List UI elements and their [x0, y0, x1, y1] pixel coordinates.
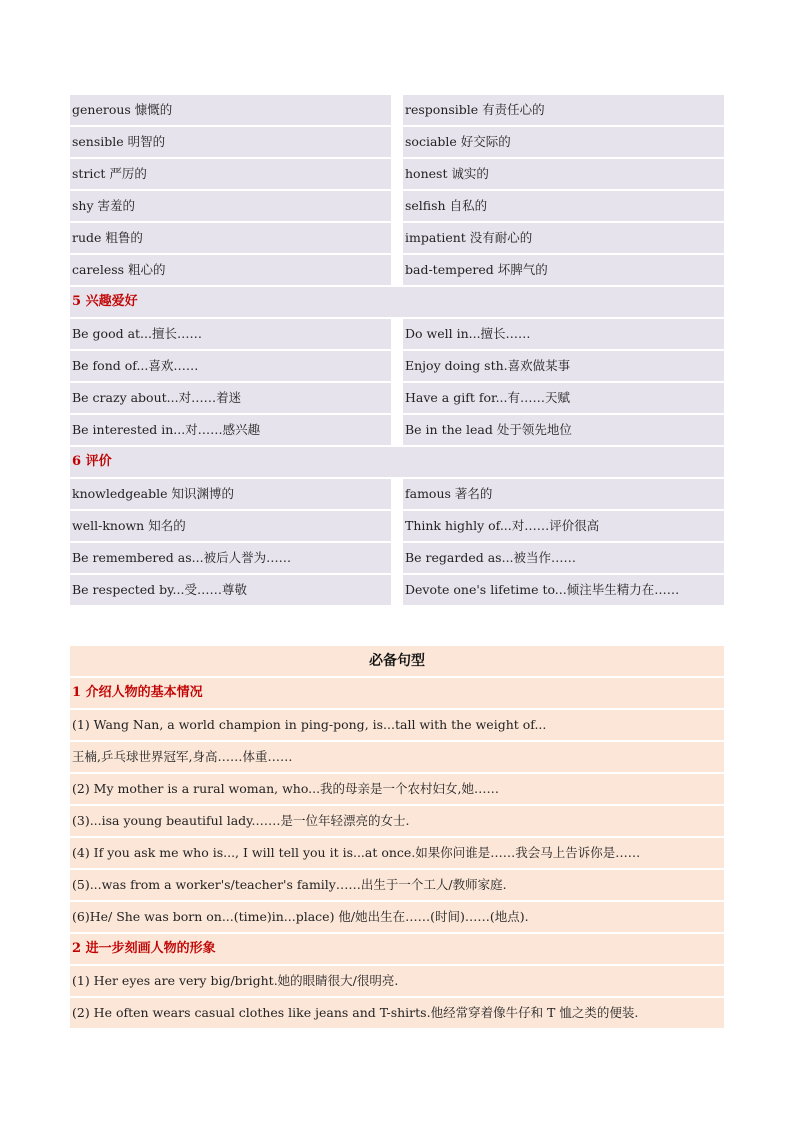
vocab-cell: selfish 自私的 [403, 191, 724, 221]
section-heading-label: 5 兴趣爱好 [70, 287, 403, 317]
vocab-cell: Be respected by...受……尊敬 [70, 575, 391, 605]
pattern-line: (1) Her eyes are very big/bright.她的眼睛很大/很明亮. [70, 966, 724, 998]
vocab-cell: Think highly of...对……评价很高 [403, 511, 724, 541]
section-heading-hobbies [70, 287, 724, 317]
pattern-line: (3)...isa young beautiful lady.……是一位年轻漂亮的女士. [70, 806, 724, 838]
pattern-line: (2) He often wears casual clothes like jeans and T-shirts.他经常穿着像牛仔和 T 恤之类的便装. [72, 1005, 639, 1020]
vocab-cell: sociable 好交际的 [403, 127, 724, 157]
pattern-line: (4) If you ask me who is..., I will tell you it is...at once.如果你问谁是……我会马上告诉你是…… [70, 838, 724, 870]
vocab-cell: Be regarded as...被当作…… [403, 543, 724, 573]
vocab-cell: shy 害羞的 [70, 191, 391, 221]
vocab-cell: Enjoy doing sth.喜欢做某事 [403, 351, 724, 381]
vocab-cell: Devote one's lifetime to...倾注毕生精力在…… [403, 575, 724, 605]
pattern-line: (1) Wang Nan, a world champion in ping-pong, is...tall with the weight of... [70, 710, 724, 742]
vocab-cell: honest 诚实的 [403, 159, 724, 189]
vocab-cell: Do well in...擅长…… [403, 319, 724, 349]
pattern-line: 王楠,乒乓球世界冠军,身高……体重…… [70, 742, 724, 774]
section-heading-label: 6 评价 [70, 447, 403, 477]
vocab-cell: knowledgeable 知识渊博的 [70, 479, 391, 509]
section-heading-fill [403, 447, 724, 477]
vocab-cell: Be interested in...对……感兴趣 [70, 415, 391, 445]
vocabulary-table [70, 95, 724, 607]
sentence-patterns-box [70, 646, 724, 1028]
vocab-cell: Be crazy about...对……着迷 [70, 383, 391, 413]
pattern-line: (2) My mother is a rural woman, who...我的母亲是一个农村妇女,她…… [70, 774, 724, 806]
vocab-cell: well-known 知名的 [70, 511, 391, 541]
vocab-cell: famous 著名的 [403, 479, 724, 509]
pattern-heading: 1 介绍人物的基本情况 [70, 678, 724, 710]
vocab-cell: Be fond of...喜欢…… [70, 351, 391, 381]
section-heading-fill [403, 287, 724, 317]
vocab-cell: careless 粗心的 [70, 255, 391, 285]
vocab-cell: strict 严厉的 [70, 159, 391, 189]
patterns-title: 必备句型 [70, 646, 724, 678]
pattern-heading: 2 进一步刻画人物的形象 [70, 934, 724, 966]
vocab-cell: Be remembered as...被后人誉为…… [70, 543, 391, 573]
vocab-cell: sensible 明智的 [70, 127, 391, 157]
vocab-cell: generous 慷慨的 [70, 95, 391, 125]
vocab-cell: bad-tempered 坏脾气的 [403, 255, 724, 285]
pattern-line: (6)He/ She was born on...(time)in...place) 他/她出生在……(时间)……(地点). [70, 902, 724, 934]
vocab-cell: Be in the lead 处于领先地位 [403, 415, 724, 445]
vocab-cell: Have a gift for...有……天赋 [403, 383, 724, 413]
vocab-cell: rude 粗鲁的 [70, 223, 391, 253]
vocab-cell: impatient 没有耐心的 [403, 223, 724, 253]
vocab-cell: Be good at...擅长…… [70, 319, 391, 349]
pattern-line: (5)...was from a worker's/teacher's family……出生于一个工人/教师家庭. [70, 870, 724, 902]
section-heading-evaluation [70, 447, 724, 477]
vocab-cell: responsible 有责任心的 [403, 95, 724, 125]
